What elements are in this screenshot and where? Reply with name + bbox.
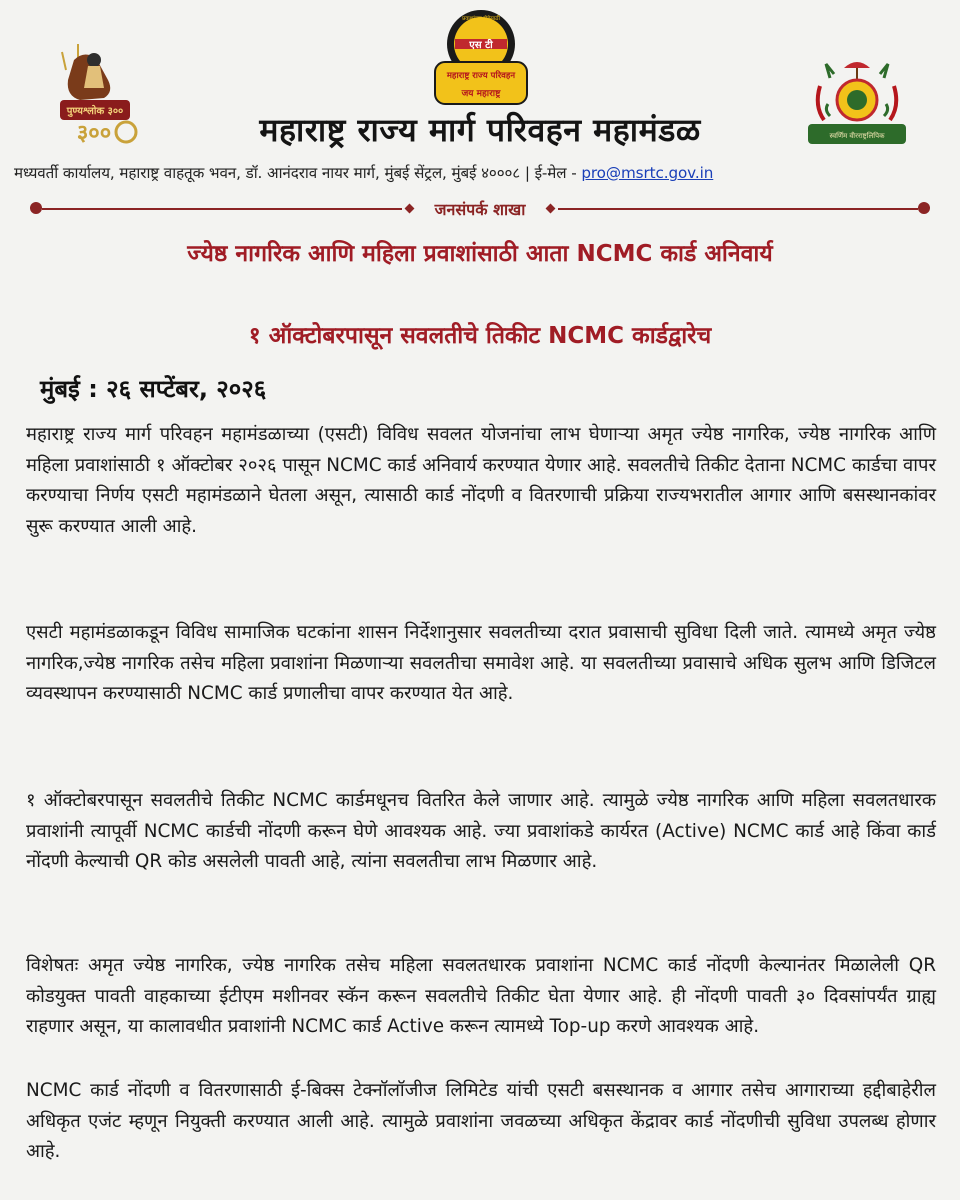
paragraph: विशेषतः अमृत ज्येष्ठ नागरिक, ज्येष्ठ नागरिक तसेच महिला सवलतधारक प्रवाशांना NCMC कार्ड नोंदणी केल्यानंतर मिळालेली QR कोडयुक्त पावती वाहकाच्या ईटीएम मशीनवर स्कॅन करून सवलतीचे तिकीट घेता येणार आहे. ही नोंदणी पावती ३० दिवसांपर्यंत ग्राह्य राहणार असून, या कालावधीत प्रवाशांनी NCMC कार्ड Active करून त्यामध्ये Top-up करणे आवश्यक आहे. bbox=[26, 955, 936, 1037]
punyashlok-300-logo bbox=[44, 40, 144, 150]
msrtc-logo bbox=[429, 6, 533, 110]
paragraph: एसटी महामंडळाकडून विविध सामाजिक घटकांना शासन निर्देशानुसार सवलतीच्या दरात प्रवासाची सुविधा दिली जाते. त्यामध्ये अमृत ज्येष्ठ नागरिक,ज्येष्ठ नागरिक तसेच महिला प्रवाशांना मिळणाऱ्या सवलतीचा समावेश आहे. या सवलतीच्या प्रवासाचे अधिक सुलभ आणि डिजिटल व्यवस्थापन करण्यासाठी NCMC कार्ड प्रणालीचा वापर करण्यात येत आहे. bbox=[26, 622, 936, 704]
sub-headline: १ ऑक्टोबरपासून सवलतीचे तिकीट NCMC कार्डद्वारेच bbox=[248, 323, 712, 349]
center-logo-brand: एस टी bbox=[469, 40, 493, 51]
email-link[interactable]: pro@msrtc.gov.in bbox=[581, 164, 714, 182]
paragraph: NCMC कार्ड नोंदणी व वितरणासाठी ई-बिक्स टेक्नॉलॉजीज लिमिटेड यांची एसटी बसस्थानक व आगार तसेच आगाराच्या हद्दीबाहेरील अधिकृत एजंट म्हणून नियुक्ती करण्यात आली आहे. त्यामुळे प्रवाशांना जवळच्या अधिकृत केंद्रावर कार्ड नोंदणीची सुविधा उपलब्ध होणार आहे. bbox=[26, 1080, 936, 1162]
address-text: मध्यवर्ती कार्यालय, महाराष्ट्र वाहतूक भवन, डॉ. आनंदराव नायर मार्ग, मुंबई सेंट्रल, मुंबई ४०००८ | ई-मेल - bbox=[14, 164, 582, 182]
divider-right-cap bbox=[918, 202, 930, 214]
main-headline: ज्येष्ठ नागरिक आणि महिला प्रवाशांसाठी आता NCMC कार्ड अनिवार्य bbox=[187, 241, 773, 267]
left-logo-caption: पुण्यश्लोक ३०० bbox=[66, 106, 124, 117]
svg-text:३००: ३०० bbox=[76, 120, 112, 146]
section-divider bbox=[24, 198, 936, 218]
office-address bbox=[14, 163, 946, 183]
organization-title: महाराष्ट्र राज्य मार्ग परिवहन महामंडळ bbox=[259, 111, 701, 149]
right-logo-caption: स्वर्णिम वीरराष्ट्रलिपिक bbox=[829, 132, 885, 140]
section-label: जनसंपर्क शाखा bbox=[434, 200, 526, 219]
paragraph: १ ऑक्टोबरपासून सवलतीचे तिकीट NCMC कार्डमधूनच वितरित केले जाणार आहे. त्यामुळे ज्येष्ठ नागरिक आणि महिला सवलतधारक प्रवाशांनी त्यापूर्वी NCMC कार्डची नोंदणी करून घेणे आवश्यक आहे. ज्या प्रवाशांकडे कार्यरत (Active) NCMC कार्ड आहे किंवा कार्ड नोंदणी केल्याची QR कोड असलेली पावती आहे, त्यांना सवलतीचा लाभ मिळणार आहे. bbox=[26, 790, 936, 872]
center-logo-mid-text: महाराष्ट्र राज्य परिवहन bbox=[446, 71, 516, 81]
center-logo-top-text: प्रवाशांच्या सेवेसाठी bbox=[462, 16, 500, 22]
divider-right-line bbox=[558, 208, 918, 210]
dateline: मुंबई : २६ सप्टेंबर, २०२६ bbox=[40, 375, 267, 403]
center-logo-bottom-text: जय महाराष्ट्र bbox=[461, 89, 501, 99]
royal-emblem-logo bbox=[800, 56, 914, 148]
paragraph: महाराष्ट्र राज्य मार्ग परिवहन महामंडळाच्या (एसटी) विविध सवलत योजनांचा लाभ घेणाऱ्या अमृत ज्येष्ठ नागरिक, ज्येष्ठ नागरिक आणि महिला प्रवाशांसाठी १ ऑक्टोबर २०२६ पासून NCMC कार्ड अनिवार्य करण्यात येणार आहे. सवलतीचे तिकीट देताना NCMC कार्डचा वापर करण्याचा निर्णय एसटी महामंडळाने घेतला असून, त्यासाठी कार्ड नोंदणी व वितरणाची प्रक्रिया राज्यभरातील आगार आणि बसस्थानकांवर सुरू करण्यात आली आहे. bbox=[26, 424, 936, 537]
